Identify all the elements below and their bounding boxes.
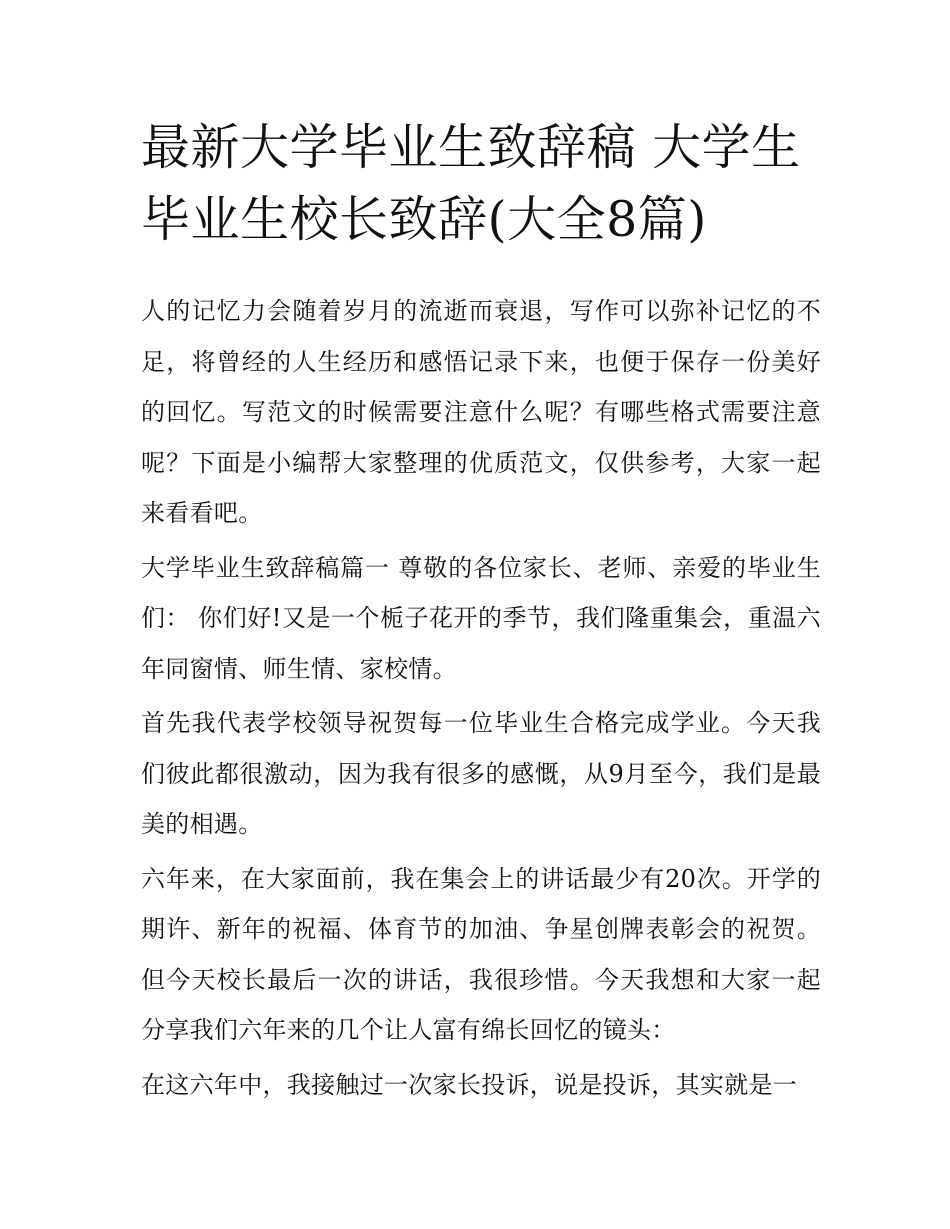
speech-greeting-paragraph: 大学毕业生致辞稿篇一 尊敬的各位家长、老师、亲爱的毕业生们： 你们好!又是一个栀子花开的季节，我们隆重集会，重温六年同窗情、师生情、家校情。 <box>141 553 821 683</box>
memories-paragraph: 六年来，在大家面前，我在集会上的讲话最少有20次。开学的期许、新年的祝福、体育节的加油、争星创牌表彰会的祝贺。但今天校长最后一次的讲话，我很珍惜。今天我想和大家一起分享我们六年来的几个让人富有绵长回忆的镜头： <box>141 864 821 1044</box>
document-title: 最新大学毕业生致辞稿 大学生毕业生校长致辞(大全8篇) <box>141 119 801 248</box>
intro-paragraph: 人的记忆力会随着岁月的流逝而衰退，写作可以弥补记忆的不足，将曾经的人生经历和感悟记录下来，也便于保存一份美好的回忆。写范文的时候需要注意什么呢？有哪些格式需要注意呢？下面是小编帮大家整理的优质范文，仅供参考，大家一起来看看吧。 <box>141 297 821 527</box>
congratulation-paragraph: 首先我代表学校领导祝贺每一位毕业生合格完成学业。今天我们彼此都很激动，因为我有很多的感慨，从9月至今，我们是最美的相遇。 <box>141 709 821 838</box>
document-page <box>141 112 821 1114</box>
complaint-paragraph: 在这六年中，我接触过一次家长投诉，说是投诉，其实就是一 <box>141 1070 798 1099</box>
